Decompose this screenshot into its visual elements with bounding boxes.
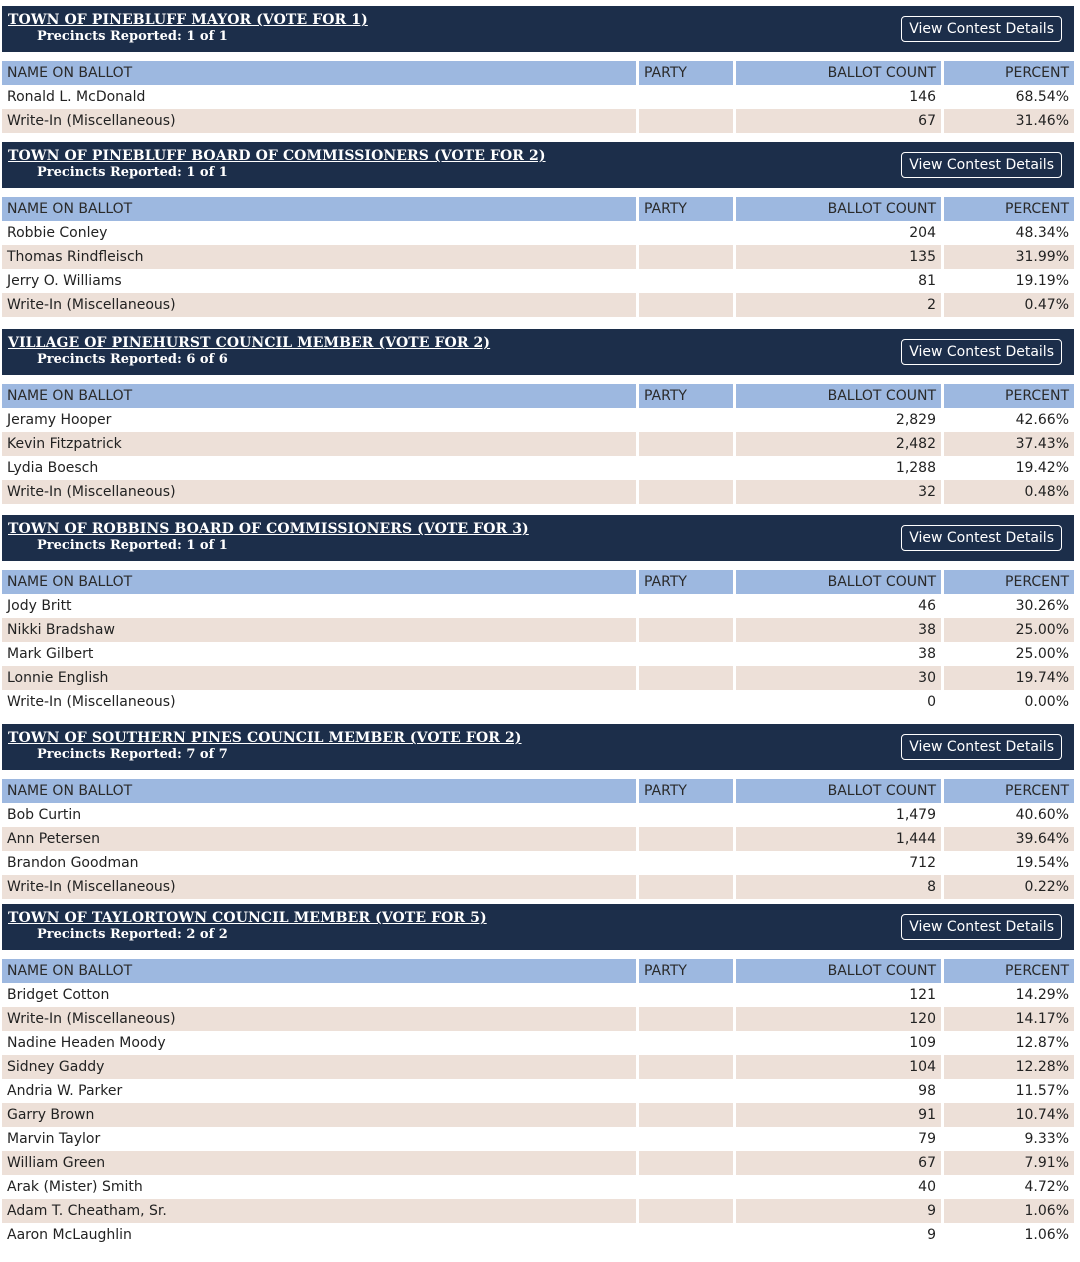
column-header-percent: PERCENT <box>944 384 1074 408</box>
vote-percent: 19.74% <box>944 666 1074 690</box>
ballot-count: 79 <box>918 1131 936 1147</box>
column-header-percent: PERCENT <box>944 779 1074 803</box>
candidate-party <box>639 642 733 666</box>
column-header-percent: PERCENT <box>944 570 1074 594</box>
contest-header <box>2 515 1074 561</box>
table-row <box>2 875 1074 899</box>
table-row <box>2 803 1074 827</box>
column-header-name: NAME ON BALLOT <box>2 779 636 803</box>
ballot-count: 32 <box>736 480 941 504</box>
results-table <box>2 61 1074 133</box>
candidate-name: Sidney Gaddy <box>2 1055 636 1079</box>
table-row <box>2 269 1074 293</box>
candidate-party <box>639 1199 733 1223</box>
table-row <box>2 1175 1074 1199</box>
view-contest-details-button[interactable]: View Contest Details <box>901 16 1062 42</box>
vote-percent: 68.54% <box>1015 89 1069 105</box>
table-row <box>2 1199 1074 1223</box>
ballot-count: 2,482 <box>736 432 941 456</box>
table-row <box>2 1055 1074 1079</box>
table-row <box>2 1079 1074 1103</box>
candidate-party <box>639 432 733 456</box>
column-header-name: NAME ON BALLOT <box>2 61 636 85</box>
table-header-row <box>2 61 1074 85</box>
ballot-count: 38 <box>918 646 936 662</box>
contest-header <box>2 724 1074 770</box>
precincts-reported: Precincts Reported: 2 of 2 <box>37 927 228 942</box>
ballot-count: 38 <box>736 618 941 642</box>
candidate-party <box>639 618 733 642</box>
contest-title-link[interactable]: VILLAGE OF PINEHURST COUNCIL MEMBER (VOTE FOR 2) <box>8 335 491 351</box>
candidate-party <box>639 1007 733 1031</box>
ballot-count: 91 <box>736 1103 941 1127</box>
vote-percent: 19.42% <box>1015 460 1069 476</box>
contest-title-link[interactable]: TOWN OF PINEBLUFF BOARD OF COMMISSIONERS (VOTE FOR 2) <box>8 148 546 164</box>
ballot-count: 81 <box>918 273 936 289</box>
ballot-count: 1,288 <box>895 460 936 476</box>
table-row <box>2 666 1074 690</box>
contest-header <box>2 142 1074 188</box>
results-table <box>2 570 1074 714</box>
view-contest-details-button[interactable]: View Contest Details <box>901 525 1062 551</box>
ballot-count: 40 <box>918 1179 936 1195</box>
contest-header <box>2 329 1074 375</box>
candidate-name: Garry Brown <box>2 1103 636 1127</box>
column-header-ballot-count: BALLOT COUNT <box>736 779 941 803</box>
candidate-party <box>639 456 733 480</box>
table-row <box>2 1151 1074 1175</box>
candidate-party <box>639 85 733 109</box>
column-header-party: PARTY <box>639 197 733 221</box>
candidate-party <box>639 983 733 1007</box>
table-header-row <box>2 197 1074 221</box>
column-header-party: PARTY <box>639 570 733 594</box>
candidate-name: Brandon Goodman <box>7 855 139 871</box>
table-row <box>2 690 1074 714</box>
vote-percent: 31.99% <box>944 245 1074 269</box>
table-row <box>2 618 1074 642</box>
column-header-party: PARTY <box>639 779 733 803</box>
candidate-party <box>639 221 733 245</box>
vote-percent: 40.60% <box>1015 807 1069 823</box>
table-header-row <box>2 959 1074 983</box>
candidate-name: Write-In (Miscellaneous) <box>7 694 176 710</box>
results-table <box>2 384 1074 504</box>
table-row <box>2 293 1074 317</box>
candidate-party <box>639 293 733 317</box>
table-row <box>2 408 1074 432</box>
candidate-party <box>639 480 733 504</box>
vote-percent: 0.00% <box>1024 694 1069 710</box>
column-header-party: PARTY <box>639 61 733 85</box>
candidate-name: Write-In (Miscellaneous) <box>2 293 636 317</box>
candidate-party <box>639 1151 733 1175</box>
vote-percent: 14.29% <box>1015 987 1069 1003</box>
candidate-party <box>639 1223 733 1247</box>
candidate-party <box>639 875 733 899</box>
vote-percent: 10.74% <box>944 1103 1074 1127</box>
view-contest-details-button[interactable]: View Contest Details <box>901 734 1062 760</box>
view-contest-details-button[interactable]: View Contest Details <box>901 339 1062 365</box>
precincts-reported: Precincts Reported: 6 of 6 <box>37 352 228 367</box>
vote-percent: 14.17% <box>944 1007 1074 1031</box>
ballot-count: 146 <box>909 89 936 105</box>
contest-title-link[interactable]: TOWN OF SOUTHERN PINES COUNCIL MEMBER (VOTE FOR 2) <box>8 730 522 746</box>
candidate-name: Kevin Fitzpatrick <box>2 432 636 456</box>
candidate-party <box>639 1031 733 1055</box>
table-row <box>2 245 1074 269</box>
vote-percent: 39.64% <box>944 827 1074 851</box>
vote-percent: 42.66% <box>1015 412 1069 428</box>
vote-percent: 48.34% <box>1015 225 1069 241</box>
candidate-name: Robbie Conley <box>7 225 108 241</box>
candidate-name: Mark Gilbert <box>7 646 94 662</box>
candidate-name: Adam T. Cheatham, Sr. <box>2 1199 636 1223</box>
precincts-reported: Precincts Reported: 1 of 1 <box>37 29 228 44</box>
table-row <box>2 1007 1074 1031</box>
vote-percent: 30.26% <box>1015 598 1069 614</box>
candidate-party <box>639 666 733 690</box>
contest-header <box>2 6 1074 52</box>
column-header-name: NAME ON BALLOT <box>2 959 636 983</box>
table-row <box>2 432 1074 456</box>
candidate-party <box>639 1103 733 1127</box>
candidate-party <box>639 109 733 133</box>
results-table <box>2 959 1074 1247</box>
candidate-party <box>639 408 733 432</box>
candidate-name: Write-In (Miscellaneous) <box>2 480 636 504</box>
table-row <box>2 221 1074 245</box>
ballot-count: 9 <box>736 1199 941 1223</box>
candidate-name: Bridget Cotton <box>7 987 110 1003</box>
candidate-name: Nadine Headen Moody <box>7 1035 166 1051</box>
candidate-party <box>639 1127 733 1151</box>
candidate-name: Ronald L. McDonald <box>7 89 146 105</box>
table-row <box>2 1103 1074 1127</box>
vote-percent: 12.87% <box>1015 1035 1069 1051</box>
ballot-count: 67 <box>736 1151 941 1175</box>
column-header-name: NAME ON BALLOT <box>2 197 636 221</box>
ballot-count: 121 <box>909 987 936 1003</box>
column-header-percent: PERCENT <box>944 61 1074 85</box>
view-contest-details-button[interactable]: View Contest Details <box>901 152 1062 178</box>
ballot-count: 2 <box>736 293 941 317</box>
ballot-count: 0 <box>927 694 936 710</box>
table-row <box>2 85 1074 109</box>
ballot-count: 8 <box>736 875 941 899</box>
ballot-count: 204 <box>909 225 936 241</box>
ballot-count: 98 <box>918 1083 936 1099</box>
ballot-count: 1,444 <box>736 827 941 851</box>
vote-percent: 11.57% <box>1015 1083 1069 1099</box>
vote-percent: 0.48% <box>944 480 1074 504</box>
ballot-count: 1,479 <box>895 807 936 823</box>
table-row <box>2 827 1074 851</box>
candidate-name: Aaron McLaughlin <box>7 1227 132 1243</box>
table-row <box>2 456 1074 480</box>
table-row <box>2 109 1074 133</box>
ballot-count: 2,829 <box>895 412 936 428</box>
view-contest-details-button[interactable]: View Contest Details <box>901 914 1062 940</box>
candidate-name: Write-In (Miscellaneous) <box>2 875 636 899</box>
ballot-count: 135 <box>736 245 941 269</box>
vote-percent: 37.43% <box>944 432 1074 456</box>
table-row <box>2 480 1074 504</box>
table-row <box>2 983 1074 1007</box>
column-header-party: PARTY <box>639 384 733 408</box>
candidate-name: Nikki Bradshaw <box>2 618 636 642</box>
candidate-party <box>639 827 733 851</box>
table-header-row <box>2 384 1074 408</box>
candidate-name: Marvin Taylor <box>7 1131 101 1147</box>
candidate-name: Thomas Rindfleisch <box>2 245 636 269</box>
vote-percent: 9.33% <box>1024 1131 1069 1147</box>
vote-percent: 31.46% <box>944 109 1074 133</box>
contest-title-link[interactable]: TOWN OF ROBBINS BOARD OF COMMISSIONERS (VOTE FOR 3) <box>8 521 529 537</box>
candidate-name: Lydia Boesch <box>7 460 99 476</box>
contest-title-link[interactable]: TOWN OF PINEBLUFF MAYOR (VOTE FOR 1) <box>8 12 368 28</box>
candidate-party <box>639 690 733 714</box>
column-header-name: NAME ON BALLOT <box>2 570 636 594</box>
candidate-name: Write-In (Miscellaneous) <box>2 1007 636 1031</box>
ballot-count: 104 <box>736 1055 941 1079</box>
table-row <box>2 594 1074 618</box>
table-header-row <box>2 570 1074 594</box>
candidate-name: Jeramy Hooper <box>7 412 112 428</box>
column-header-ballot-count: BALLOT COUNT <box>736 570 941 594</box>
column-header-percent: PERCENT <box>944 197 1074 221</box>
candidate-name: Bob Curtin <box>7 807 82 823</box>
contest-title-link[interactable]: TOWN OF TAYLORTOWN COUNCIL MEMBER (VOTE FOR 5) <box>8 910 487 926</box>
candidate-party <box>639 594 733 618</box>
column-header-percent: PERCENT <box>944 959 1074 983</box>
precincts-reported: Precincts Reported: 1 of 1 <box>37 165 228 180</box>
vote-percent: 4.72% <box>1024 1179 1069 1195</box>
vote-percent: 1.06% <box>944 1199 1074 1223</box>
ballot-count: 46 <box>918 598 936 614</box>
vote-percent: 25.00% <box>944 618 1074 642</box>
candidate-party <box>639 269 733 293</box>
vote-percent: 1.06% <box>1024 1227 1069 1243</box>
candidate-name: Lonnie English <box>2 666 636 690</box>
candidate-name: Andria W. Parker <box>7 1083 123 1099</box>
candidate-name: William Green <box>2 1151 636 1175</box>
ballot-count: 9 <box>927 1227 936 1243</box>
column-header-ballot-count: BALLOT COUNT <box>736 384 941 408</box>
candidate-party <box>639 245 733 269</box>
vote-percent: 0.47% <box>944 293 1074 317</box>
candidate-party <box>639 803 733 827</box>
ballot-count: 712 <box>909 855 936 871</box>
contest-header <box>2 904 1074 950</box>
column-header-ballot-count: BALLOT COUNT <box>736 197 941 221</box>
column-header-ballot-count: BALLOT COUNT <box>736 959 941 983</box>
column-header-party: PARTY <box>639 959 733 983</box>
vote-percent: 12.28% <box>944 1055 1074 1079</box>
ballot-count: 67 <box>736 109 941 133</box>
table-row <box>2 642 1074 666</box>
vote-percent: 19.19% <box>1015 273 1069 289</box>
vote-percent: 0.22% <box>944 875 1074 899</box>
candidate-party <box>639 1175 733 1199</box>
vote-percent: 19.54% <box>1015 855 1069 871</box>
results-table <box>2 779 1074 899</box>
candidate-name: Jody Britt <box>7 598 72 614</box>
precincts-reported: Precincts Reported: 1 of 1 <box>37 538 228 553</box>
table-header-row <box>2 779 1074 803</box>
ballot-count: 120 <box>736 1007 941 1031</box>
ballot-count: 30 <box>736 666 941 690</box>
vote-percent: 25.00% <box>1015 646 1069 662</box>
column-header-ballot-count: BALLOT COUNT <box>736 61 941 85</box>
table-row <box>2 1031 1074 1055</box>
table-row <box>2 851 1074 875</box>
vote-percent: 7.91% <box>944 1151 1074 1175</box>
precincts-reported: Precincts Reported: 7 of 7 <box>37 747 228 762</box>
candidate-name: Jerry O. Williams <box>7 273 122 289</box>
candidate-name: Arak (Mister) Smith <box>7 1179 143 1195</box>
candidate-name: Ann Petersen <box>2 827 636 851</box>
table-row <box>2 1127 1074 1151</box>
candidate-party <box>639 1055 733 1079</box>
table-row <box>2 1223 1074 1247</box>
candidate-name: Write-In (Miscellaneous) <box>2 109 636 133</box>
candidate-party <box>639 851 733 875</box>
results-table <box>2 197 1074 317</box>
ballot-count: 109 <box>909 1035 936 1051</box>
candidate-party <box>639 1079 733 1103</box>
column-header-name: NAME ON BALLOT <box>2 384 636 408</box>
